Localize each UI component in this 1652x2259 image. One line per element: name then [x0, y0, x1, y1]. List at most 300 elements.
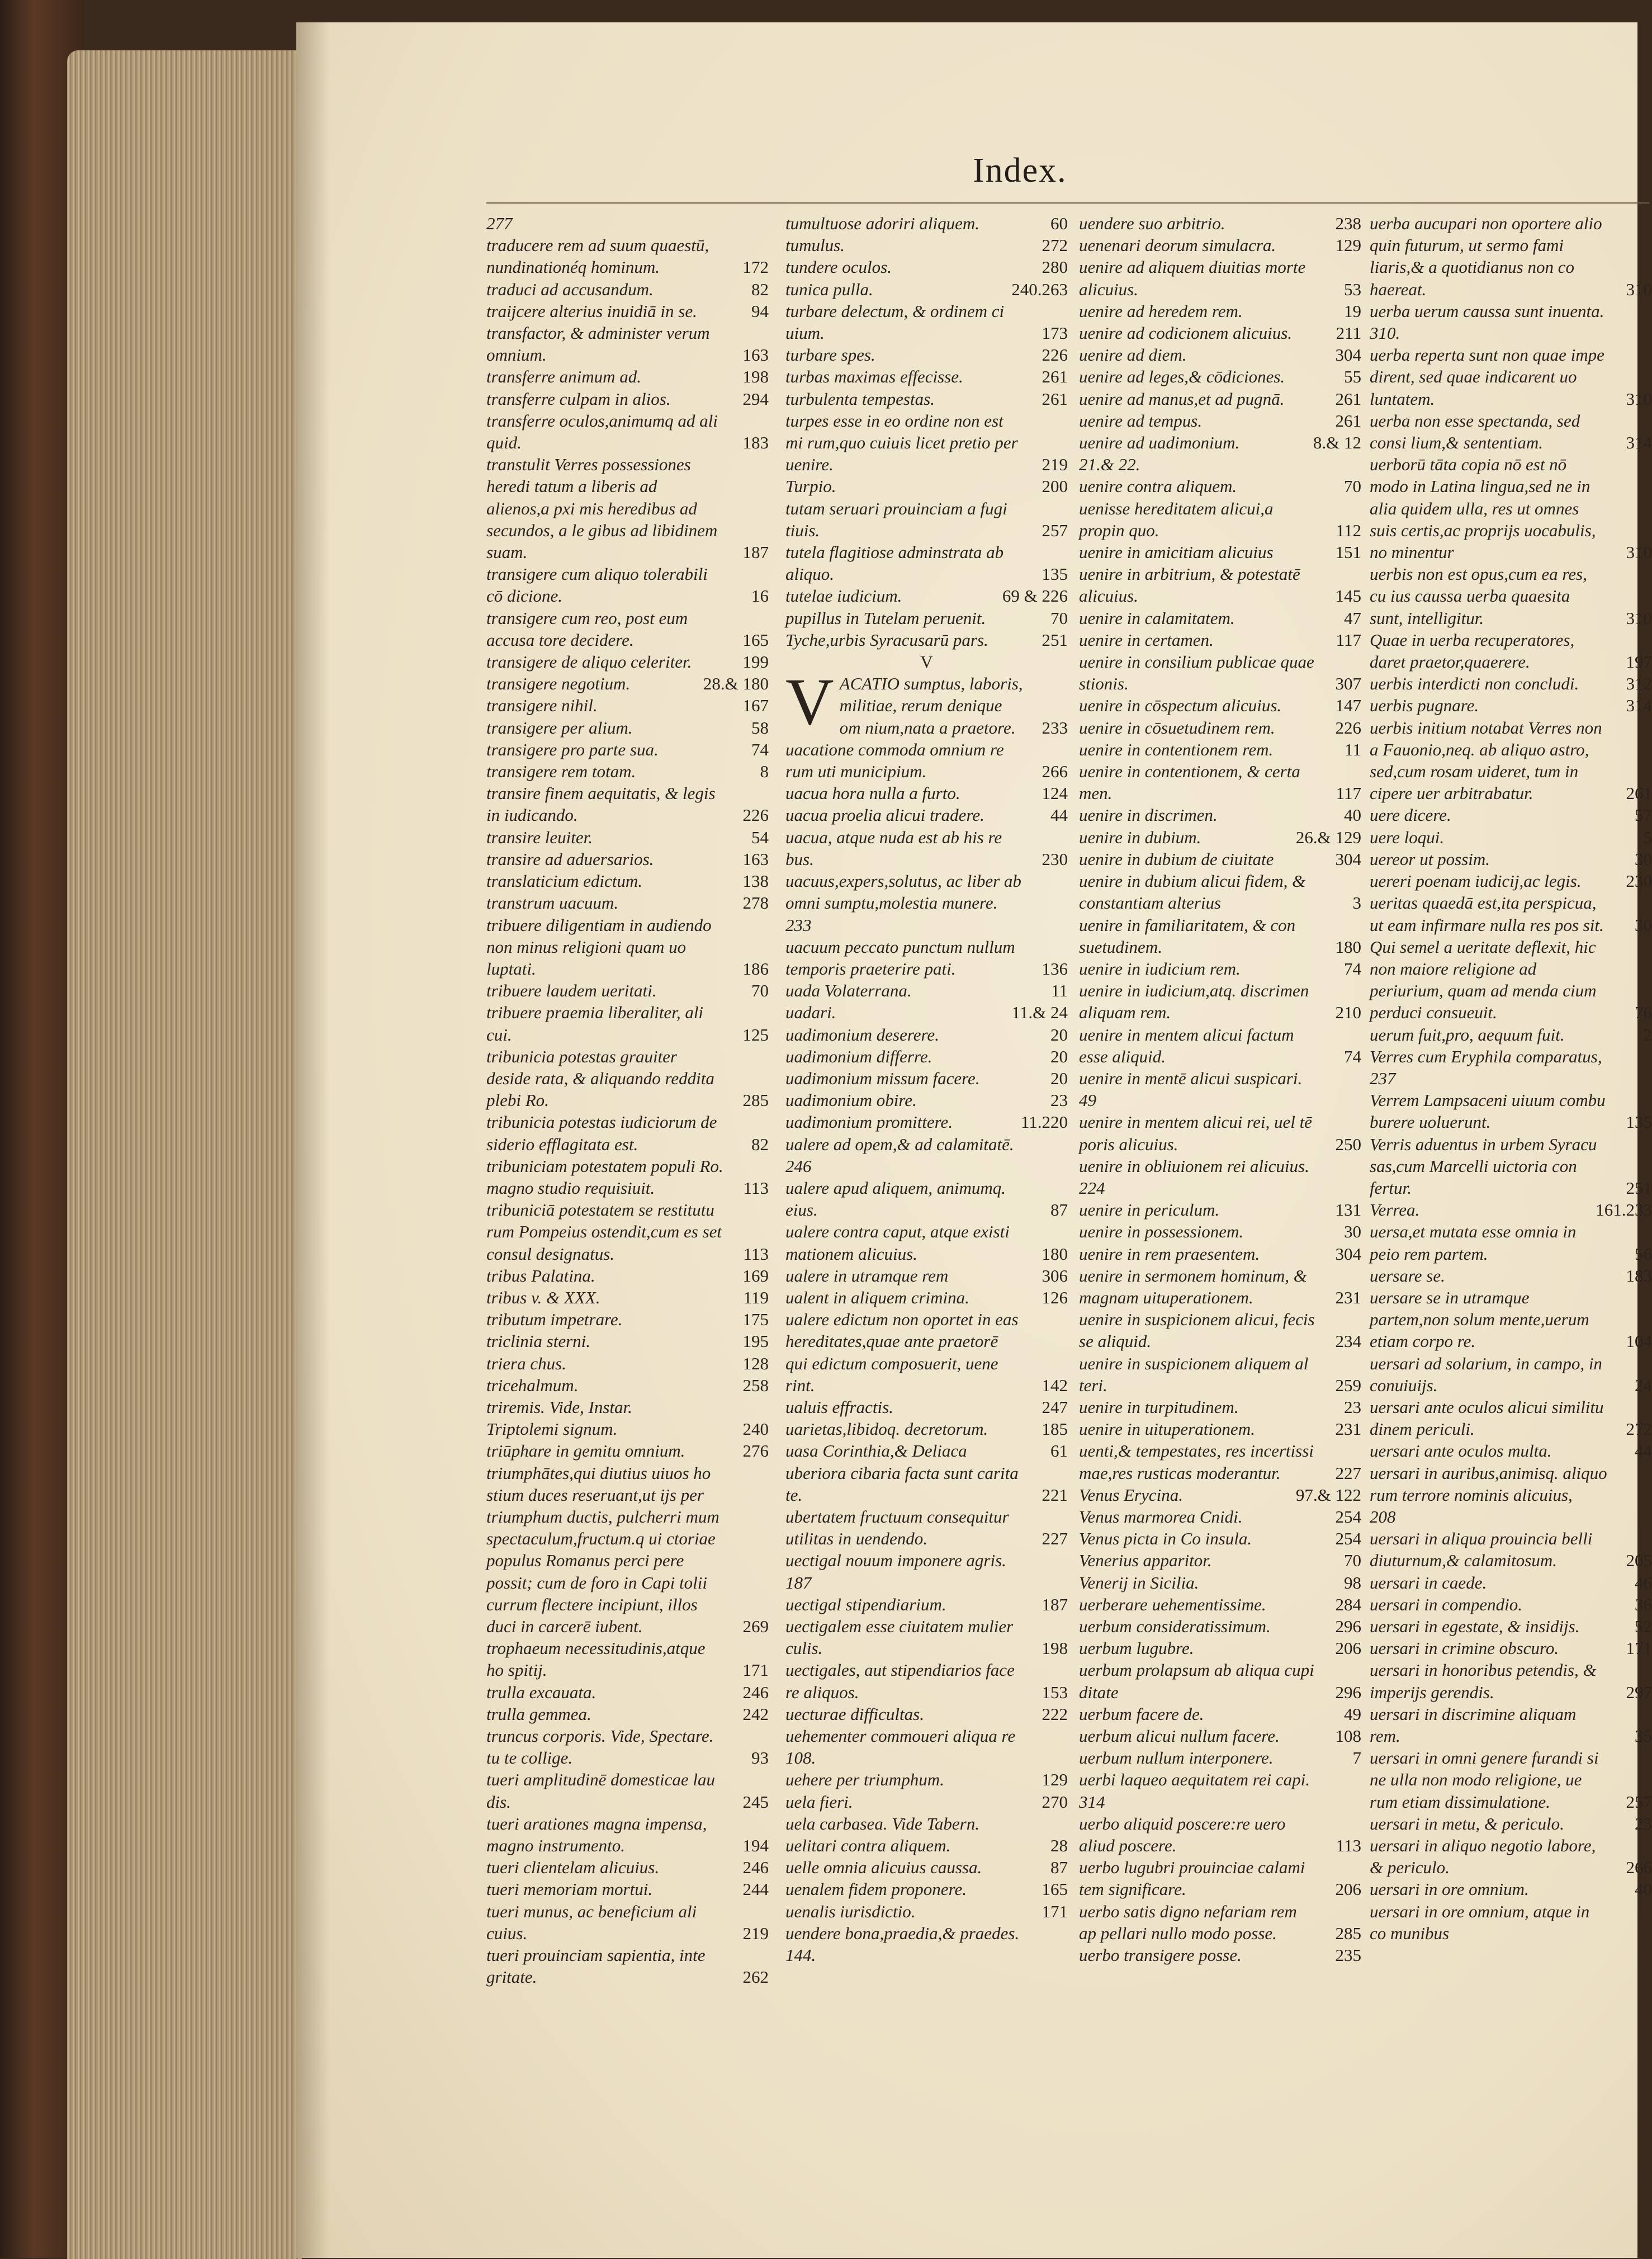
entry-term: uada Volaterrana.: [785, 980, 1068, 1001]
entry-term: uersari in egestate, & insidijs.: [1370, 1615, 1652, 1637]
entry-page-ref: 242: [743, 1703, 769, 1725]
entry-term: transigere nihil.: [486, 694, 769, 716]
entry-page-ref: 233: [1042, 717, 1068, 739]
entry-page-ref: 16: [751, 585, 769, 607]
index-entry: [785, 541, 1068, 585]
entry-term: uacuus,expers,solutus, ac liber ab omni sumptu,molestia munere.: [785, 870, 1068, 914]
entry-term: uenire in rem praesentem.: [1079, 1243, 1361, 1265]
entry-term: turbare delectum, & ordinem ci uium.: [785, 300, 1068, 344]
index-entry: [785, 300, 1068, 344]
entry-term: uenire in cōspectum alicuius.: [1079, 694, 1361, 716]
index-entry: [486, 1374, 769, 1396]
entry-term: uacuum peccato punctum nullum temporis praeterire pati.: [785, 936, 1068, 980]
index-entry: [1079, 1308, 1361, 1352]
entry-term: triūphare in gemitu omnium.: [486, 1440, 769, 1462]
entry-term: uerbis initium notabat Verres non a Fauonio,neq. ab aliquo astro, sed,cum rosam uideret, tum in cipere uer arbitrabatur.: [1370, 717, 1652, 805]
entry-term: uendere suo arbitrio.: [1079, 212, 1361, 234]
index-entry: [785, 1813, 1068, 1835]
entry-term: ualere ad opem,& ad calamitatē.: [785, 1133, 1068, 1155]
entry-term: uela fieri.: [785, 1791, 1068, 1813]
entry-term: uehere per triumphum.: [785, 1769, 1068, 1790]
entry-page-ref: 70: [1050, 607, 1068, 629]
entry-page-ref: 167: [743, 694, 769, 716]
index-entry: [785, 980, 1068, 1001]
index-entry: [785, 212, 1068, 234]
entry-term: uenire in discrimen.: [1079, 804, 1361, 826]
index-entry: [1079, 1199, 1361, 1221]
entry-page-ref: 307: [1336, 673, 1362, 694]
entry-term: ACATIO sumptus, laboris, militiae, rerum denique om nium,nata a praetore.: [785, 673, 1068, 739]
entry-term: transigere per alium.: [486, 717, 769, 739]
entry-term: uersari ante oculos alicui similitu dinem periculi.: [1370, 1396, 1652, 1440]
entry-term: uendere bona,praedia,& praedes.: [785, 1922, 1068, 1944]
entry-page-ref: 173: [1042, 322, 1068, 344]
entry-term: ualent in aliquem crimina.: [785, 1287, 1068, 1308]
entry-page-ref: 284: [1336, 1594, 1362, 1615]
entry-term: tundere oculos.: [785, 256, 1068, 278]
index-entry: [1079, 694, 1361, 716]
index-entry: [1370, 804, 1652, 826]
entry-page-ref: 74: [1344, 958, 1361, 980]
index-entry: [1079, 826, 1361, 848]
entry-term: uereor ut possim.: [1370, 848, 1652, 870]
entry-page-ref: 206: [1336, 1637, 1362, 1659]
entry-term: uadari.: [785, 1001, 1068, 1023]
index-entry: [486, 694, 769, 716]
entry-page-ref: 183: [743, 432, 769, 453]
entry-term: tunica pulla.: [785, 278, 1068, 300]
entry-term: transfactor, & administer verum omnium.: [486, 322, 769, 366]
entry-page-ref: 94: [751, 300, 769, 322]
index-entry: [1079, 388, 1361, 410]
entry-term: tutelae iudicium.: [785, 585, 1068, 607]
section-letter: V: [785, 651, 1068, 673]
entry-term: uenire in suspicionem alicui, fecis se aliquid.: [1079, 1308, 1361, 1352]
entry-term: uasa Corinthia,& Deliaca: [785, 1440, 1068, 1462]
entry-term: uerum fuit,pro, aequum fuit.: [1370, 1024, 1652, 1046]
entry-page-ref: 153: [1042, 1681, 1068, 1703]
index-entry: [486, 980, 769, 1001]
entry-term: uersari ante oculos multa.: [1370, 1440, 1652, 1462]
index-entry: [785, 1659, 1068, 1703]
entry-term: uerbum prolapsum ab aliqua cupi ditate: [1079, 1659, 1361, 1703]
entry-term: Verrem Lampsaceni uiuum combu burere uoluerunt.: [1370, 1089, 1652, 1133]
index-entry: [785, 1944, 1068, 1966]
entry-term: tribuniciam potestatem populi Ro. magno studio requisiuit.: [486, 1155, 769, 1199]
index-entry: [486, 848, 769, 870]
entry-term: uerba reperta sunt non quae impe dirent, sed quae indicarent uo luntatem.: [1370, 344, 1652, 410]
index-entry: [486, 1769, 769, 1812]
entry-page-ref: 230: [1626, 870, 1652, 892]
entry-term: Verrea.: [1370, 1199, 1652, 1221]
entry-term: trulla excauata.: [486, 1681, 769, 1703]
index-entry: [486, 1396, 769, 1418]
entry-term: Qui semel a ueritate deflexit, hic non maiore religione ad periurium, quam ad menda cium perduci consueuit.: [1370, 936, 1652, 1024]
entry-term: uenire in mentē alicui suspicari.: [1079, 1067, 1361, 1089]
index-entry: [785, 1418, 1068, 1440]
entry-term: 49: [1079, 1089, 1361, 1111]
index-entry: [785, 1462, 1068, 1506]
index-entry: [785, 914, 1068, 936]
index-entry: [1079, 1265, 1361, 1308]
entry-term: transferre culpam in alios.: [486, 388, 769, 410]
index-entry: [1370, 1089, 1652, 1133]
entry-term: uersari in honoribus petendis, & imperijs gerendis.: [1370, 1659, 1652, 1703]
entry-term: 246: [785, 1155, 1068, 1177]
entry-term: uerbum alicui nullum facere.: [1079, 1725, 1361, 1747]
entry-term: transigere negotium.: [486, 673, 769, 694]
index-entry: [1370, 1615, 1652, 1637]
entry-term: tricehalmum.: [486, 1374, 769, 1396]
entry-page-ref: 272: [1042, 234, 1068, 256]
entry-term: uersari in auribus,animisq. aliquo rum terrore nominis alicuius,: [1370, 1462, 1652, 1506]
index-entry: [1370, 1637, 1652, 1659]
index-entry: [1079, 1353, 1361, 1396]
index-entry: [1370, 1703, 1652, 1747]
entry-term: uelitari contra aliquem.: [785, 1835, 1068, 1856]
entry-page-ref: 206: [1336, 1878, 1362, 1900]
index-entry: [785, 1615, 1068, 1659]
entry-page-ref: 165: [1042, 1878, 1068, 1900]
index-entry: [1079, 1155, 1361, 1177]
entry-page-ref: 52: [1635, 1615, 1652, 1637]
entry-term: ualere contra caput, atque existi mationem alicuius.: [785, 1221, 1068, 1264]
index-entry: [785, 1089, 1068, 1111]
index-entry: [486, 563, 769, 607]
drop-cap: V: [785, 675, 834, 729]
index-entry: [1370, 1572, 1652, 1594]
entry-page-ref: 113: [1336, 1835, 1361, 1856]
entry-term: 314: [1079, 1791, 1361, 1813]
entry-term: Venerij in Sicilia.: [1079, 1572, 1361, 1594]
entry-term: uarietas,libidoq. decretorum.: [785, 1418, 1068, 1440]
index-entry: [785, 1549, 1068, 1571]
entry-page-ref: 119: [744, 1287, 769, 1308]
index-entry: [1079, 1901, 1361, 1944]
index-entry: [785, 673, 1068, 739]
entry-term: 233: [785, 914, 1068, 936]
index-entry: [486, 1637, 769, 1681]
entry-term: pupillus in Tutelam peruenit.: [785, 607, 1068, 629]
index-entry: [486, 914, 769, 980]
entry-term: translaticium edictum.: [486, 870, 769, 892]
index-entry: [486, 388, 769, 410]
entry-term: uersari in ore omnium, atque in co munibus: [1370, 1901, 1652, 1944]
entry-term: uelle omnia alicuius caussa.: [785, 1856, 1068, 1878]
entry-page-ref: 28.& 180: [703, 673, 769, 694]
entry-page-ref: 257: [1626, 1791, 1652, 1813]
entry-term: 224: [1079, 1177, 1361, 1199]
index-entry: [785, 870, 1068, 914]
entry-page-ref: 30: [1635, 914, 1652, 936]
index-entry: [1370, 1046, 1652, 1067]
entry-page-ref: 261: [1626, 782, 1652, 804]
entry-term: turbare spes.: [785, 344, 1068, 366]
entry-page-ref: 3: [1353, 892, 1362, 914]
entry-term: tribuere laudem ueritati.: [486, 980, 769, 1001]
index-entry: [486, 410, 769, 453]
index-entry: [1370, 826, 1652, 848]
entry-page-ref: 280: [1042, 256, 1068, 278]
entry-page-ref: 310: [1626, 541, 1652, 563]
index-entry: [486, 1878, 769, 1900]
index-entry: [1079, 366, 1361, 387]
index-entry: [1370, 694, 1652, 716]
index-entry: [1079, 1024, 1361, 1067]
index-column-4: [1370, 212, 1652, 1944]
index-entry: [1079, 1813, 1361, 1856]
index-entry: [1079, 1637, 1361, 1659]
entry-term: Triptolemi signum.: [486, 1418, 769, 1440]
entry-page-ref: 46: [1635, 1572, 1652, 1594]
entry-term: tribus Palatina.: [486, 1265, 769, 1287]
entry-term: uacua proelia alicui tradere.: [785, 804, 1068, 826]
index-entry: [486, 1353, 769, 1374]
entry-page-ref: 276: [743, 1440, 769, 1462]
entry-term: 21.& 22.: [1079, 453, 1361, 475]
entry-term: uectigalem esse ciuitatem mulier culis.: [785, 1615, 1068, 1659]
entry-page-ref: 69 & 226: [1002, 585, 1068, 607]
index-entry: [1079, 322, 1361, 344]
entry-term: uenire ad heredem rem.: [1079, 300, 1361, 322]
entry-page-ref: 304: [1336, 1243, 1362, 1265]
index-column-3: [1079, 212, 1361, 1966]
entry-page-ref: 74: [1344, 1046, 1361, 1067]
index-entry: [1079, 958, 1361, 980]
entry-page-ref: 297: [1626, 1681, 1652, 1703]
entry-page-ref: 259: [1336, 1374, 1362, 1396]
entry-term: uberiora cibaria facta sunt carita te.: [785, 1462, 1068, 1506]
entry-term: uenire in amicitiam alicuius: [1079, 541, 1361, 563]
entry-term: uersari in caede.: [1370, 1572, 1652, 1594]
entry-page-ref: 20: [1050, 1067, 1068, 1089]
entry-page-ref: 11: [1345, 739, 1361, 760]
entry-term: 144.: [785, 1944, 1068, 1966]
book-page: [296, 22, 1637, 2258]
entry-page-ref: 195: [743, 1330, 769, 1352]
entry-page-ref: 172: [743, 256, 769, 278]
entry-page-ref: 270: [1042, 1791, 1068, 1813]
entry-term: transire ad aduersarios.: [486, 848, 769, 870]
entry-page-ref: 285: [1336, 1922, 1362, 1944]
entry-page-ref: 126: [1042, 1287, 1068, 1308]
entry-term: triremis. Vide, Instar.: [486, 1396, 769, 1418]
index-entry: [486, 234, 769, 278]
entry-term: uenire in obliuionem rei alicuius.: [1079, 1155, 1361, 1177]
index-entry: [486, 1901, 769, 1944]
entry-page-ref: 185: [1042, 1418, 1068, 1440]
entry-page-ref: 93: [751, 1747, 769, 1769]
entry-term: uadimonium promittere.: [785, 1111, 1068, 1133]
page-edges: [67, 50, 302, 2259]
entry-page-ref: 108: [1336, 1725, 1362, 1747]
entry-page-ref: 186: [743, 958, 769, 980]
entry-term: Quae in uerba recuperatores, daret praetor,quaerere.: [1370, 629, 1652, 673]
index-entry: [1370, 629, 1652, 673]
entry-page-ref: 28: [1050, 1835, 1068, 1856]
entry-page-ref: 227: [1336, 1462, 1362, 1484]
entry-term: uenti,& tempestates, res incertissi mae,res rusticas moderantur.: [1079, 1440, 1361, 1483]
entry-term: transire finem aequitatis, & legis in iudicando.: [486, 782, 769, 826]
index-entry: [785, 1046, 1068, 1067]
index-entry: [1079, 256, 1361, 300]
entry-page-ref: 262: [743, 1966, 769, 1988]
index-entry: [486, 1001, 769, 1045]
entry-page-ref: 219: [743, 1922, 769, 1944]
entry-term: uenire in familiaritatem, & con suetudinem.: [1079, 914, 1361, 958]
index-entry: [1370, 1594, 1652, 1615]
index-entry: [1079, 1418, 1361, 1440]
index-entry: [1079, 432, 1361, 453]
index-entry: [486, 1703, 769, 1725]
index-entry: [785, 804, 1068, 826]
entry-term: uadimonium obire.: [785, 1089, 1068, 1111]
entry-page-ref: 20: [1050, 1046, 1068, 1067]
entry-page-ref: 145: [1336, 585, 1362, 607]
index-entry: [486, 870, 769, 892]
index-entry: [1079, 739, 1361, 760]
index-entry: [785, 344, 1068, 366]
index-entry: [785, 1506, 1068, 1549]
index-entry: [1079, 804, 1361, 826]
index-entry: [785, 1287, 1068, 1308]
entry-term: uecturae difficultas.: [785, 1703, 1068, 1725]
entry-term: uenire in periculum.: [1079, 1199, 1361, 1221]
entry-page-ref: 240.263: [1011, 278, 1068, 300]
entry-term: transtulit Verres possessiones heredi tatum a liberis ad alienos,a pxi mis heredibus ad secundos, a le gibus ad libidinem suam.: [486, 453, 769, 563]
entry-page-ref: 235: [1336, 1944, 1362, 1966]
index-entry: [1079, 870, 1361, 914]
entry-page-ref: 171: [743, 1659, 769, 1681]
index-entry: [1079, 1221, 1361, 1242]
entry-page-ref: 113: [744, 1177, 769, 1199]
entry-page-ref: 74: [751, 739, 769, 760]
index-entry: [1370, 1528, 1652, 1571]
entry-page-ref: 61: [1050, 1440, 1068, 1462]
index-entry: [785, 1001, 1068, 1023]
index-entry: [1079, 1856, 1361, 1900]
index-entry: [486, 1308, 769, 1330]
index-entry: [1079, 234, 1361, 256]
index-entry: [486, 1725, 769, 1747]
index-entry: [486, 1813, 769, 1856]
entry-page-ref: 23: [1050, 1089, 1068, 1111]
entry-term: ualere edictum non oportet in eas hereditates,quae ante praetorē qui edictum composuerit, uene rint.: [785, 1308, 1068, 1396]
entry-page-ref: 35: [1635, 1725, 1652, 1747]
entry-term: trulla gemmea.: [486, 1703, 769, 1725]
index-entry: [1079, 1506, 1361, 1528]
index-entry: [486, 1462, 769, 1638]
index-entry: [785, 256, 1068, 278]
entry-page-ref: 230: [1042, 848, 1068, 870]
index-entry: [1370, 1396, 1652, 1440]
entry-term: uadimonium missum facere.: [785, 1067, 1068, 1089]
entry-term: tribuniciā potestatem se restitutu rum Pompeius ostendit,cum es set consul designatus.: [486, 1199, 769, 1265]
index-entry: [1079, 344, 1361, 366]
entry-term: uersari in omni genere furandi si ne ulla non modo religione, ue rum etiam dissimulatione.: [1370, 1747, 1652, 1813]
index-entry: [1370, 717, 1652, 805]
entry-term: 187: [785, 1572, 1068, 1594]
entry-page-ref: 54: [751, 826, 769, 848]
entry-term: uadimonium differre.: [785, 1046, 1068, 1067]
entry-page-ref: 82: [751, 278, 769, 300]
index-entry: [486, 278, 769, 300]
entry-term: 310.: [1370, 322, 1652, 344]
index-entry: [486, 1155, 769, 1199]
entry-term: triera chus.: [486, 1353, 769, 1374]
entry-page-ref: 20: [1050, 1024, 1068, 1046]
index-entry: [1079, 980, 1361, 1023]
entry-term: Venus picta in Co insula.: [1079, 1528, 1361, 1549]
entry-term: Verres cum Eryphila comparatus,: [1370, 1046, 1652, 1067]
entry-term: uerbis pugnare.: [1370, 694, 1652, 716]
entry-term: traduci ad accusandum.: [486, 278, 769, 300]
entry-term: tributum impetrare.: [486, 1308, 769, 1330]
gutter-shadow: [296, 22, 330, 2258]
entry-term: uacua, atque nuda est ab his re bus.: [785, 826, 1068, 870]
index-entry: [1370, 1199, 1652, 1221]
entry-term: uenire in contentionem, & certa men.: [1079, 760, 1361, 804]
index-entry: [1370, 300, 1652, 322]
entry-term: tueri arationes magna impensa, magno instrumento.: [486, 1813, 769, 1856]
entry-term: uereri poenam iudicij,ac legis.: [1370, 870, 1652, 892]
index-entry: [486, 1199, 769, 1265]
entry-term: tribus v. & XXX.: [486, 1287, 769, 1308]
entry-term: turbas maximas effecisse.: [785, 366, 1068, 387]
index-entry: [486, 1747, 769, 1769]
entry-page-ref: 244: [743, 1878, 769, 1900]
entry-term: tu te collige.: [486, 1747, 769, 1769]
index-entry: [486, 760, 769, 782]
index-entry: [1370, 563, 1652, 629]
entry-term: uersare se.: [1370, 1265, 1652, 1287]
index-entry: [1079, 541, 1361, 563]
entry-term: Venus Erycina.: [1079, 1484, 1361, 1506]
entry-term: uectigales, aut stipendiarios face re aliquos.: [785, 1659, 1068, 1703]
index-entry: [486, 717, 769, 739]
entry-page-ref: 70: [1344, 1549, 1361, 1571]
entry-term: transigere cum reo, post eum accusa tore decidere.: [486, 607, 769, 651]
entry-term: uenire ad diem.: [1079, 344, 1361, 366]
entry-page-ref: 30: [1344, 1221, 1361, 1242]
index-entry: [1370, 1462, 1652, 1506]
entry-term: tueri clientelam alicuius.: [486, 1856, 769, 1878]
index-entry: [785, 1791, 1068, 1813]
entry-term: uacatione commoda omnium re rum uti municipium.: [785, 739, 1068, 782]
entry-term: Tyche,urbis Syracusarū pars.: [785, 629, 1068, 651]
index-entry: [1370, 1659, 1652, 1703]
index-entry: [1079, 651, 1361, 694]
index-entry: [1079, 300, 1361, 322]
index-entry: [1079, 212, 1361, 234]
entry-page-ref: 57: [1635, 804, 1652, 826]
index-entry: [785, 1177, 1068, 1221]
index-entry: [1079, 848, 1361, 870]
entry-term: uersari in discrimine aliquam rem.: [1370, 1703, 1652, 1747]
index-entry: [785, 1572, 1068, 1594]
entry-term: uerbo lugubri prouinciae calami tem significare.: [1079, 1856, 1361, 1900]
index-entry: [785, 1221, 1068, 1264]
entry-page-ref: 11.& 24: [1012, 1001, 1068, 1023]
entry-term: uerberare uehementissime.: [1079, 1594, 1361, 1615]
entry-term: uerbum nullum interponere.: [1079, 1747, 1361, 1769]
entry-page-ref: 125: [743, 1024, 769, 1046]
index-entry: [785, 410, 1068, 476]
entry-page-ref: 30: [1635, 848, 1652, 870]
entry-term: ueritas quaedā est,ita perspicua, ut eam infirmare nulla res pos sit.: [1370, 892, 1652, 935]
entry-page-ref: 246: [743, 1856, 769, 1878]
index-entry: [1079, 1177, 1361, 1199]
